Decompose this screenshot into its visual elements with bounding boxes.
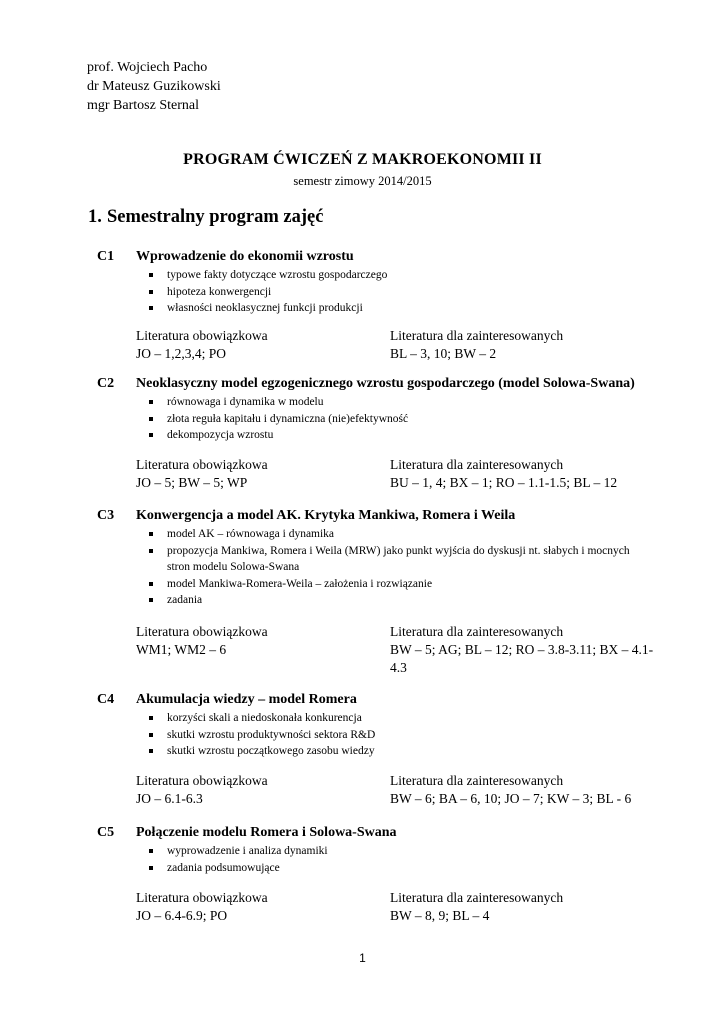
author-list (87, 58, 221, 115)
literature-optional-label: Literatura dla zainteresowanych (390, 773, 564, 788)
literature-required-label: Literatura obowiązkowa (136, 624, 268, 639)
topic-list (149, 710, 649, 760)
section-heading (88, 205, 323, 229)
literature-optional-value: BU – 1, 4; BX – 1; RO – 1.1-1.5; BL – 12 (390, 475, 618, 490)
square-bullet-icon (149, 417, 153, 421)
square-bullet-icon (149, 749, 153, 753)
topic-item: model AK – równowaga i dynamika (149, 526, 649, 543)
literature-optional-value: BW – 8, 9; BL – 4 (390, 908, 490, 923)
topic-item: skutki wzrostu produktywności sektora R&D (149, 727, 649, 744)
square-bullet-icon (149, 582, 153, 586)
literature-required-label: Literatura obowiązkowa (136, 328, 268, 343)
topic-item: hipoteza konwergencji (149, 284, 649, 301)
topic-item: zadania podsumowujące (149, 860, 649, 877)
square-bullet-icon (149, 716, 153, 720)
topic-item: zadania (149, 592, 649, 609)
literature-optional-value: BW – 6; BA – 6, 10; JO – 7; KW – 3; BL - 6 (390, 791, 632, 806)
literature-required (136, 772, 386, 808)
square-bullet-icon (149, 273, 153, 277)
course-title: Neoklasyczny model egzogenicznego wzrostu gospodarczego (model Solowa-Swana) (136, 376, 635, 391)
literature-optional-label: Literatura dla zainteresowanych (390, 457, 564, 472)
literature-optional (390, 327, 656, 363)
literature-required-value: JO – 6.1-6.3 (136, 791, 203, 806)
document-title: PROGRAM ĆWICZEŃ Z MAKROEKONOMII II (183, 151, 542, 168)
course-code: C1 (97, 249, 115, 264)
literature-required-value: JO – 1,2,3,4; PO (136, 346, 227, 361)
author-name: dr Mateusz Guzikowski (87, 79, 221, 94)
course-title: Akumulacja wiedzy – model Romera (136, 692, 357, 707)
course-code: C3 (97, 508, 115, 523)
literature-optional (390, 623, 656, 677)
course-title: Konwergencja a model AK. Krytyka Mankiwa, Romera i Weila (136, 508, 516, 523)
topic-list (149, 526, 649, 609)
course-code: C2 (97, 376, 115, 391)
square-bullet-icon (149, 433, 153, 437)
square-bullet-icon (149, 549, 153, 553)
square-bullet-icon (149, 849, 153, 853)
literature-required-value: WM1; WM2 – 6 (136, 642, 227, 657)
square-bullet-icon (149, 290, 153, 294)
literature-required (136, 327, 386, 363)
literature-required-label: Literatura obowiązkowa (136, 457, 268, 472)
topic-item: typowe fakty dotyczące wzrostu gospodarczego (149, 267, 649, 284)
literature-optional-value: BL – 3, 10; BW – 2 (390, 346, 497, 361)
square-bullet-icon (149, 532, 153, 536)
square-bullet-icon (149, 733, 153, 737)
square-bullet-icon (149, 598, 153, 602)
section-number: 1. (88, 207, 102, 227)
literature-optional (390, 889, 656, 925)
topic-item: skutki wzrostu początkowego zasobu wiedzy (149, 743, 649, 760)
topic-list (149, 267, 649, 317)
literature-required (136, 456, 386, 492)
topic-list (149, 394, 649, 444)
page-number: 1 (359, 951, 366, 965)
topic-item: dekompozycja wzrostu (149, 427, 649, 444)
course-code: C4 (97, 692, 115, 707)
square-bullet-icon (149, 400, 153, 404)
topic-list (149, 843, 649, 876)
literature-required-value: JO – 5; BW – 5; WP (136, 475, 248, 490)
literature-optional-value: BW – 5; AG; BL – 12; RO – 3.8-3.11; BX – 4.1-4.3 (390, 642, 654, 675)
document-subtitle: semestr zimowy 2014/2015 (293, 174, 432, 188)
topic-item: wyprowadzenie i analiza dynamiki (149, 843, 649, 860)
literature-optional-label: Literatura dla zainteresowanych (390, 624, 564, 639)
topic-item: równowaga i dynamika w modelu (149, 394, 649, 411)
literature-required-label: Literatura obowiązkowa (136, 773, 268, 788)
author-name: mgr Bartosz Sternal (87, 98, 199, 113)
topic-item: propozycja Mankiwa, Romera i Weila (MRW) jako punkt wyjścia do dyskusji nt. słabych i mocnych stron modelu Solowa-Swana (149, 543, 649, 576)
author-name: prof. Wojciech Pacho (87, 60, 208, 75)
literature-required (136, 623, 386, 659)
course-title: Wprowadzenie do ekonomii wzrostu (136, 249, 354, 264)
square-bullet-icon (149, 866, 153, 870)
topic-item: własności neoklasycznej funkcji produkcji (149, 300, 649, 317)
literature-optional (390, 772, 656, 808)
square-bullet-icon (149, 306, 153, 310)
literature-required-value: JO – 6.4-6.9; PO (136, 908, 228, 923)
literature-required-label: Literatura obowiązkowa (136, 890, 268, 905)
section-title: Semestralny program zajęć (107, 207, 324, 227)
literature-required (136, 889, 386, 925)
topic-item: korzyści skali a niedoskonała konkurencja (149, 710, 649, 727)
topic-item: model Mankiwa-Romera-Weila – założenia i rozwiązanie (149, 576, 649, 593)
literature-optional-label: Literatura dla zainteresowanych (390, 328, 564, 343)
literature-optional-label: Literatura dla zainteresowanych (390, 890, 564, 905)
literature-optional (390, 456, 656, 492)
course-code: C5 (97, 825, 115, 840)
topic-item: złota reguła kapitału i dynamiczna (nie)efektywność (149, 411, 649, 428)
course-title: Połączenie modelu Romera i Solowa-Swana (136, 825, 397, 840)
